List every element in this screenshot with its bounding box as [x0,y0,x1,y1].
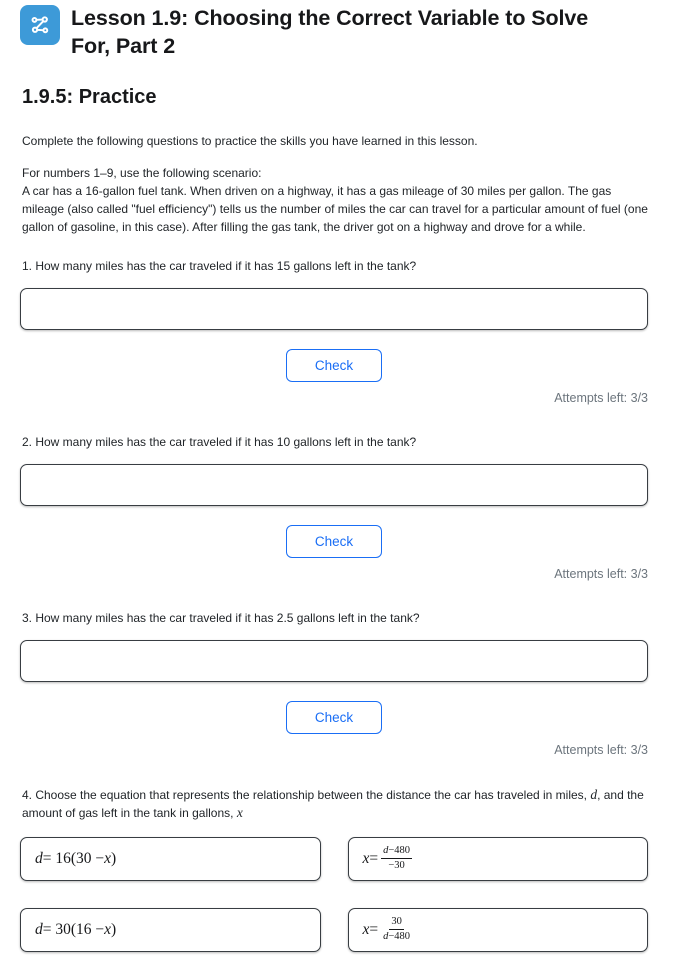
lesson-header [20,4,648,60]
question-2 [20,434,648,582]
question-text: 3. How many miles has the car traveled if it has 2.5 gallons left in the tank? [22,611,420,625]
intro-text: Complete the following questions to practice the skills you have learned in this lesson. [22,134,478,148]
check-button-2[interactable]: Check [286,525,382,558]
question-3 [20,610,648,758]
equation-option-2[interactable]: x = $\frac{d-480}{-30}$ [348,837,649,881]
equation-option-4[interactable]: x = $\frac{30}{d-480}$ [348,908,649,952]
equation-options [20,837,648,952]
equation-option-3[interactable]: d = 30(16 − x ) [20,908,321,952]
scenario-lead: For numbers 1–9, use the following scenario: [22,166,262,180]
question-text: 2. How many miles has the car traveled if it has 10 gallons left in the tank? [22,435,417,449]
question-4 [20,786,648,952]
answer-input-1[interactable] [20,288,648,330]
page-title: Lesson 1.9: Choosing the Correct Variable to Solve For, Part 2 [71,6,589,58]
answer-input-2[interactable] [20,464,648,506]
check-button-1[interactable]: Check [286,349,382,382]
equation-option-1[interactable]: d = 16(30 − x ) [20,837,321,881]
scenario-text [22,164,648,236]
route-icon [20,5,60,45]
scenario-body: A car has a 16-gallon fuel tank. When driven on a highway, it has a gas mileage of 30 miles per gallon. The gas mileage (also called "fuel efficiency") tells us the number of miles the car can travel for a particular amount of fuel (one gallon of gasoline, in this case). After filling the gas tank, the driver got on a highway and drove for a while. [22,184,648,234]
answer-input-3[interactable] [20,640,648,682]
check-button-3[interactable]: Check [286,701,382,734]
attempts-left-1: Attempts left: 3/3 [554,391,648,405]
attempts-left-3: Attempts left: 3/3 [554,743,648,757]
attempts-left-2: Attempts left: 3/3 [554,567,648,581]
section-title: 1.9.5: Practice [22,86,157,108]
question-text: 4. Choose the equation that represents the relationship between the distance the car has traveled in miles, d, and the amount of gas left in the tank in gallons, x [22,787,644,820]
question-text: 1. How many miles has the car traveled if it has 15 gallons left in the tank? [22,259,417,273]
question-1 [20,258,648,406]
